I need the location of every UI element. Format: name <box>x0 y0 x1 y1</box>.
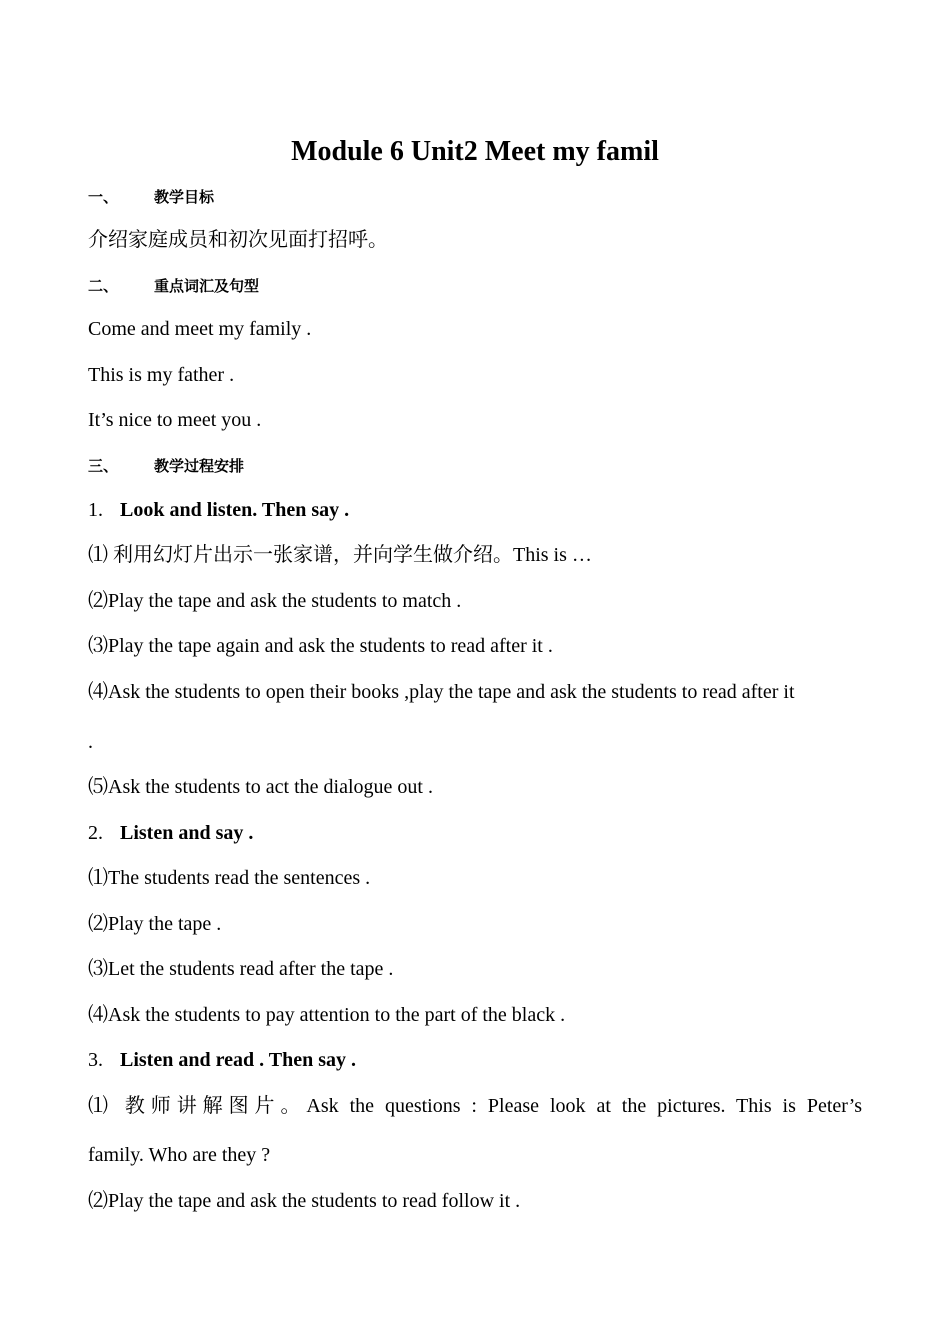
step-title: Look and listen. Then say . <box>120 499 350 521</box>
section-number: 三、 <box>88 457 119 475</box>
key-sentence: This is my father . <box>88 364 235 386</box>
step-item: ⑶Play the tape again and ask the students to read after it . <box>88 635 553 657</box>
section-heading-vocabulary <box>88 276 259 296</box>
step-number: 3. <box>88 1049 103 1071</box>
step-item: ⑸Ask the students to act the dialogue out . <box>88 776 433 798</box>
step-item-continuation: family. Who are they ? <box>88 1144 271 1166</box>
step-item: ⑵Play the tape . <box>88 913 222 935</box>
document-title: Module 6 Unit2 Meet my famil <box>291 136 659 167</box>
step-item: ⑷Ask the students to open their books ,play the tape and ask the students to read after it <box>88 681 795 703</box>
step-item: ⑵Play the tape and ask the students to read follow it . <box>88 1190 521 1212</box>
step-item: ⑴ 利用幻灯片出示一张家谱，并向学生做介绍。This is … <box>88 544 592 566</box>
section-number: 一、 <box>88 188 119 206</box>
key-sentence: Come and meet my family . <box>88 318 312 340</box>
step-number: 2. <box>88 822 103 844</box>
section-heading-goals <box>88 187 214 207</box>
section-heading-procedure <box>88 456 244 476</box>
step-title: Listen and read . Then say . <box>120 1049 356 1071</box>
step-heading <box>88 821 253 845</box>
goals-text: 介绍家庭成员和初次见面打招呼。 <box>88 229 388 251</box>
step-item: ⑷Ask the students to pay attention to the part of the black . <box>88 1004 566 1026</box>
section-title: 教学过程安排 <box>154 457 245 475</box>
step-item: ⑴The students read the sentences . <box>88 867 371 889</box>
step-item: ⑴ 教师讲解图片。Ask the questions : Please look at the pictures. This is Peter’s <box>88 1095 862 1117</box>
step-item-continuation: . <box>88 731 93 753</box>
step-heading <box>88 1048 356 1072</box>
section-number: 二、 <box>88 277 119 295</box>
step-item: ⑶Let the students read after the tape . <box>88 958 394 980</box>
step-number: 1. <box>88 499 103 521</box>
key-sentence: It’s nice to meet you . <box>88 409 262 431</box>
step-heading <box>88 498 349 522</box>
step-item: ⑵Play the tape and ask the students to match . <box>88 590 462 612</box>
section-title: 教学目标 <box>154 188 215 206</box>
section-title: 重点词汇及句型 <box>154 277 260 295</box>
step-title: Listen and say . <box>120 822 254 844</box>
